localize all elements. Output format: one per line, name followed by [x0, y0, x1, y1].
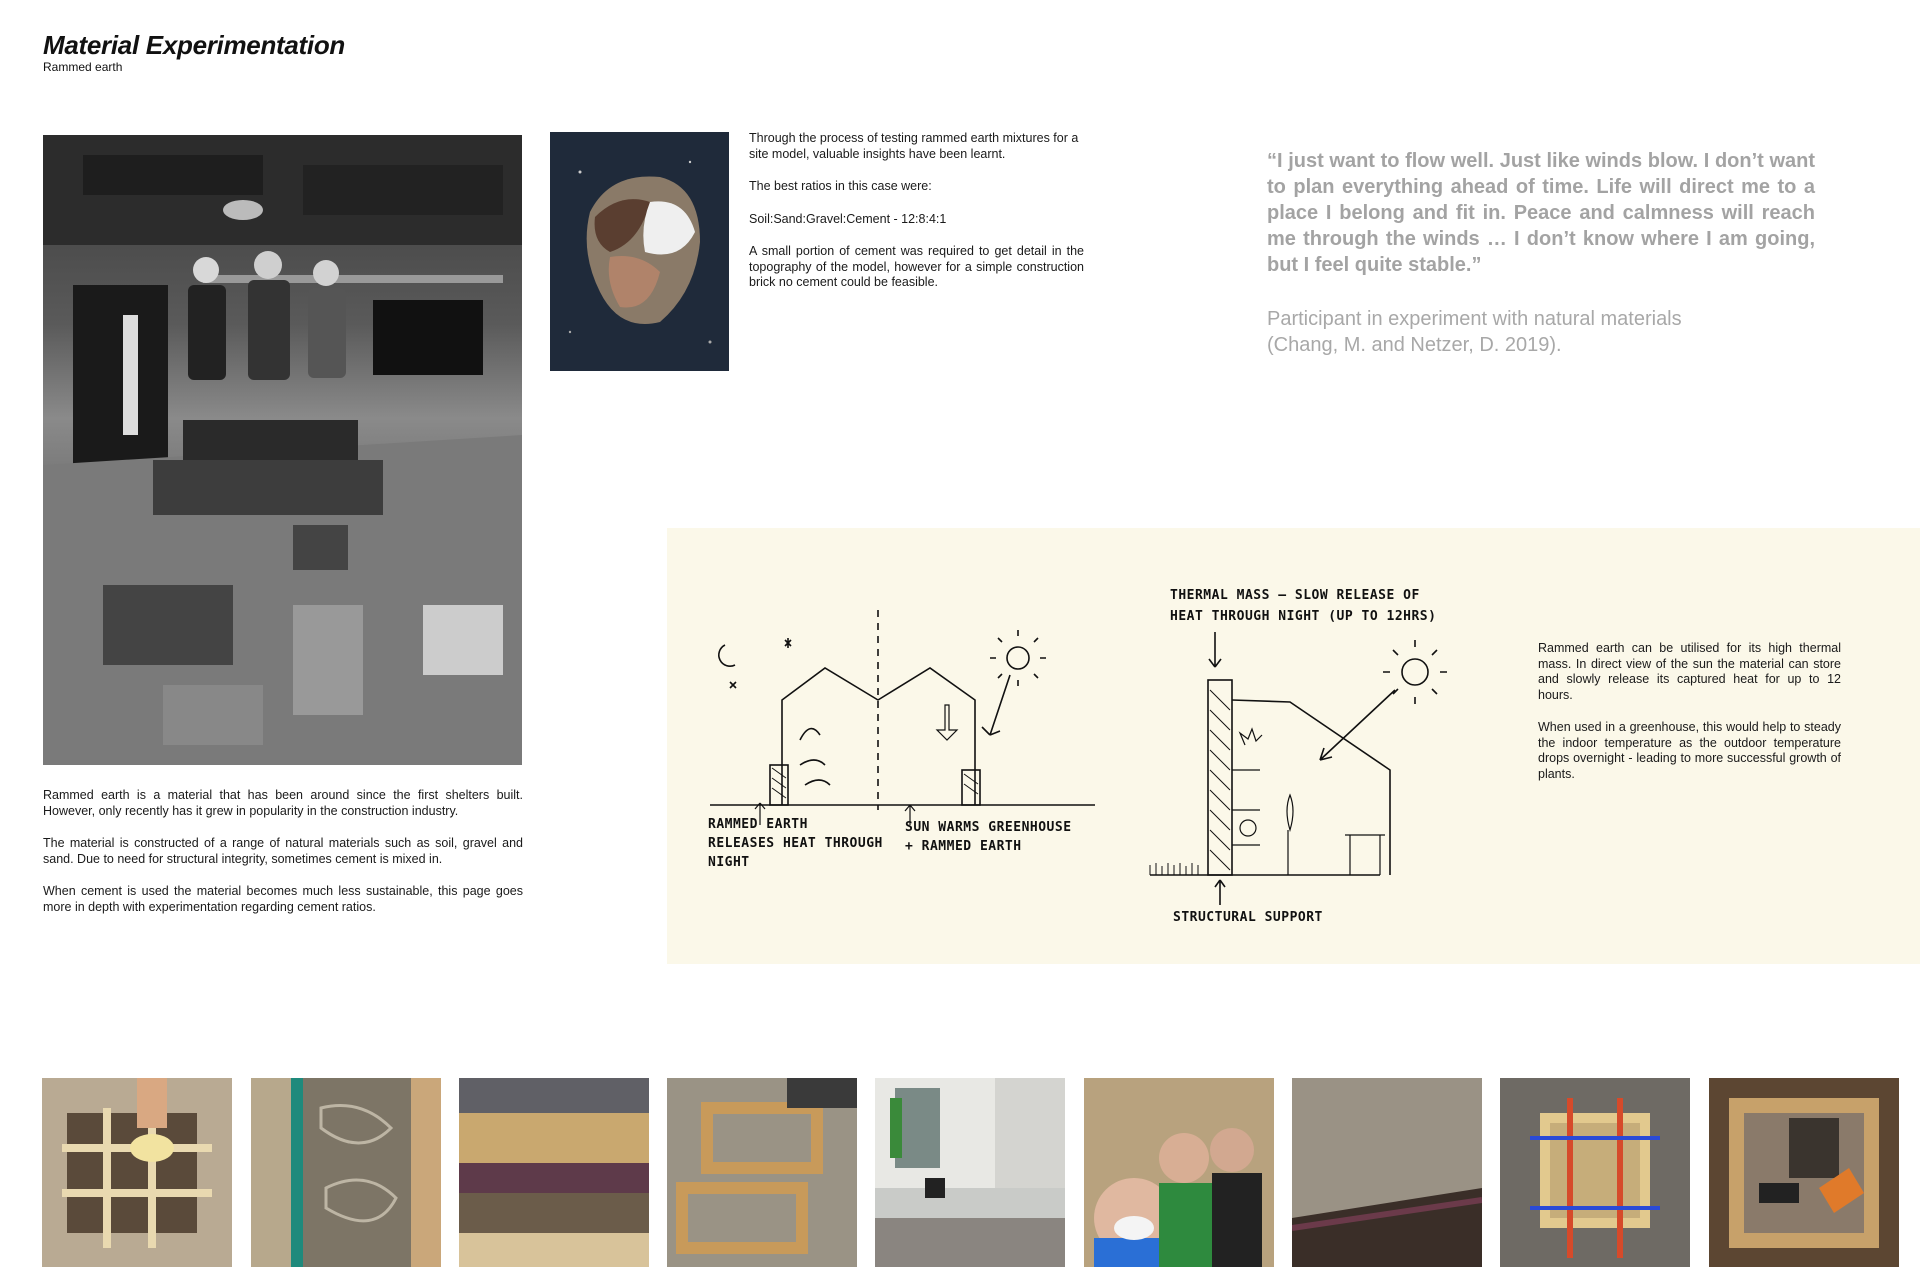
- mixture-ratio: Soil:Sand:Gravel:Cement - 12:8:4:1: [749, 211, 947, 226]
- sun-icon-thermal: [1402, 659, 1428, 685]
- quote-citation-line-1: Participant in experiment with natural materials: [1267, 308, 1682, 330]
- strip-photo-tiles: [1709, 1078, 1899, 1267]
- sketch-label-rammed-earth-2: RELEASES HEAT THROUGH: [708, 836, 883, 851]
- sketch-label-structural-support: STRUCTURAL SUPPORT: [1173, 910, 1323, 925]
- strip-photo-closeup-illustration: [1292, 1078, 1482, 1267]
- quote-citation-line-2: (Chang, M. and Netzer, D. 2019).: [1267, 334, 1562, 356]
- strip-photo-outdoor: [875, 1078, 1065, 1267]
- sketch-label-rammed-earth: [708, 815, 883, 872]
- sketch-label-rammed-earth-1: RAMMED EARTH: [708, 817, 808, 832]
- quote-text: “I just want to flow well. Just like winds blow. I don’t want to plan everything ahead of time. Life will direct me to a place I belong and fit in. Peace and calmness will reach me through the winds … I don’t know where I am going, but I feel quite stable.”: [1267, 150, 1815, 276]
- sketch-label-thermal-mass: [1170, 585, 1436, 627]
- sketch-label-thermal-mass-2: HEAT THROUGH NIGHT (UP TO 12HRS): [1170, 609, 1437, 624]
- star-icon-small: [730, 682, 736, 688]
- intro-paragraph-3: When cement is used the material becomes much less sustainable, this page goes more in depth with experimentation regarding cement ratios.: [43, 884, 523, 914]
- star-icon: [785, 638, 791, 648]
- intro-text: [43, 788, 523, 932]
- sketch-label-sun-warms-1: SUN WARMS GREENHOUSE: [905, 820, 1072, 835]
- strip-photo-selfie: [1084, 1078, 1274, 1267]
- mixture-paragraph-1: Through the process of testing rammed earth mixtures for a site model, valuable insights have been learnt.: [749, 131, 1079, 161]
- strip-photo-topography: [251, 1078, 441, 1267]
- strip-photo-closeup: [1292, 1078, 1482, 1267]
- strip-photo-wooden-forms: [667, 1078, 857, 1267]
- strip-photo-topography-illustration: [251, 1078, 441, 1267]
- mixture-text: [749, 131, 1084, 308]
- page-subtitle: Rammed earth: [43, 60, 123, 74]
- sketch-label-sun-warms: [905, 818, 1072, 856]
- mixture-photo: [550, 132, 729, 371]
- strip-photo-wooden-forms-illustration: [667, 1078, 857, 1267]
- intro-paragraph-2: The material is constructed of a range of natural materials such as soil, gravel and sand. Due to need for structural integrity, sometimes cement is mixed in.: [43, 836, 523, 866]
- workshop-photo: [43, 135, 522, 765]
- strip-photo-formwork-illustration: [42, 1078, 232, 1267]
- sketch-label-sun-warms-2: + RAMMED EARTH: [905, 839, 1022, 854]
- sun-icon: [1007, 647, 1029, 669]
- strip-photo-clamps-illustration: [1500, 1078, 1690, 1267]
- mixture-photo-illustration: [550, 132, 729, 371]
- strip-photo-layers-illustration: [459, 1078, 649, 1267]
- strip-photo-layers: [459, 1078, 649, 1267]
- thermal-paragraph-2: When used in a greenhouse, this would help to steady the indoor temperature as the outdoor temperature drops overnight - leading to more successful growth of plants.: [1538, 720, 1841, 781]
- strip-photo-formwork: [42, 1078, 232, 1267]
- mixture-paragraph-2: The best ratios in this case were:: [749, 179, 932, 193]
- strip-photo-tiles-illustration: [1709, 1078, 1899, 1267]
- sketch-label-thermal-mass-1: THERMAL MASS – SLOW RELEASE OF: [1170, 588, 1420, 603]
- page-title: Material Experimentation: [43, 30, 345, 60]
- thermal-text: [1538, 641, 1841, 799]
- thermal-paragraph-1: Rammed earth can be utilised for its high thermal mass. In direct view of the sun the material can store and slowly release its captured heat for up to 12 hours.: [1538, 641, 1841, 702]
- thermal-mass-sketch: [1140, 630, 1480, 910]
- sketch-label-rammed-earth-3: NIGHT: [708, 855, 750, 870]
- intro-paragraph-1: Rammed earth is a material that has been around since the first shelters built. However, only recently has it grew in popularity in the construction industry.: [43, 788, 523, 818]
- moon-icon: [719, 645, 735, 666]
- workshop-photo-illustration: [43, 135, 522, 765]
- strip-photo-clamps: [1500, 1078, 1690, 1267]
- quote-citation: [1267, 306, 1815, 358]
- strip-photo-selfie-illustration: [1084, 1078, 1274, 1267]
- strip-photo-outdoor-illustration: [875, 1078, 1065, 1267]
- mixture-paragraph-4: A small portion of cement was required to get detail in the topography of the model, however for a simple construction brick no cement could be feasible.: [749, 244, 1084, 289]
